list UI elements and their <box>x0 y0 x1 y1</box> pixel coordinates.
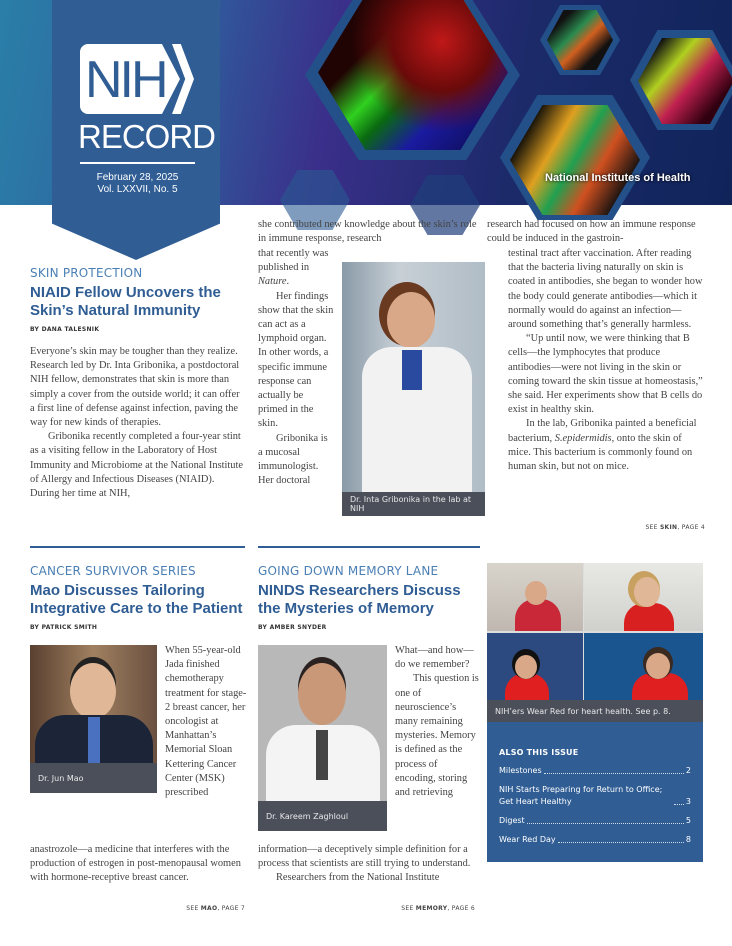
photo-caption: Dr. Inta Gribonika in the lab at NIH <box>342 492 485 516</box>
photo-wear-red <box>487 563 703 701</box>
photo-mao <box>30 645 157 793</box>
agency-name: National Institutes of Health <box>545 172 691 184</box>
logo-rule <box>80 162 195 164</box>
issue-date: February 28, 2025 <box>96 172 179 183</box>
toc-item[interactable]: Milestones 2 <box>499 766 691 775</box>
article-category: SKIN PROTECTION <box>30 266 143 280</box>
article-title[interactable]: NIAID Fellow Uncovers the Skin’s Natural Immunity <box>30 284 221 319</box>
publication-title: RECORD <box>78 118 216 155</box>
paragraph: In the lab, Gribonika painted a beneficial bacterium, S.epidermidis, onto the skin of mice. This bacterium is commonly found on human skin, but not on mice. <box>508 418 697 473</box>
also-this-issue-box <box>487 722 703 862</box>
continued-link[interactable]: SEE SKIN, PAGE 4 <box>645 524 705 531</box>
paragraph: When 55-year-old Jada finished chemotherapy treatment for stage-2 breast cancer, her oncologist at Manhattan’s Memorial Sloan Kettering Cancer Center (MSK) prescribed <box>165 645 247 799</box>
toc-item[interactable]: NIH Starts Preparing for Return to Office; Get Heart Healthy 3 <box>499 785 691 806</box>
article-column-narrow: that recently was published in Nature. Her findings show that the skin can act as a lymphoid organ. In other words, a specific immune response can actually be primed in the skin. Gribonika is a mucosal immunologist. Her doctoral <box>258 247 334 488</box>
article-column <box>258 843 482 886</box>
paragraph: she contributed new knowledge about the skin’s role in immune response, research <box>258 219 477 245</box>
paragraph: Everyone’s skin may be tougher than they realize. Research led by Dr. Inta Gribonika, a postdoctoral NIH fellow, demonstrates that skin is more than simply a cover from the outside world; it can offer a first line of defense against infection, paving the way for new kinds of therapies. <box>30 346 240 429</box>
issue-info <box>80 172 195 196</box>
article-title[interactable]: NINDS Researchers Discuss the Mysteries of Memory <box>258 582 461 617</box>
also-title: ALSO THIS ISSUE <box>499 748 579 757</box>
toc-item[interactable]: Digest 5 <box>499 816 691 825</box>
photo-zaghloul <box>258 645 387 831</box>
paragraph: testinal tract after vaccination. After reading that the bacteria living naturally on skin is coated in antibodies, she began to wonder how the body could generate antibodies—which it normally would do against an infection—around something that’s generally harmless. <box>508 248 703 331</box>
byline: BY AMBER SNYDER <box>258 624 327 631</box>
paragraph: Researchers from the National Institute <box>276 872 440 884</box>
byline: BY PATRICK SMITH <box>30 624 98 631</box>
paragraph: This question is one of neuroscience’s many remaining mysteries. Memory is defined as the process of encoding, storing and retrieving <box>395 673 479 799</box>
paragraph: Gribonika recently completed a four-year stint as a visiting fellow in the Laboratory of Host Immunity and Microbiome at the National Institute of Allergy and Infectious Diseases (NIAID). During her time at NIH, <box>30 431 243 500</box>
article-memory <box>258 564 483 631</box>
paragraph: research had focused on how an immune response could be induced in the gastroin- <box>487 219 696 245</box>
continued-link[interactable]: SEE MAO, PAGE 7 <box>186 905 245 912</box>
paragraph: information—a deceptively simple definition for a process that scientists are still trying to understand. <box>258 844 471 870</box>
continued-link[interactable]: SEE MEMORY, PAGE 6 <box>401 905 475 912</box>
article-mao <box>30 564 252 631</box>
photo-caption: Dr. Kareem Zaghloul <box>258 801 387 831</box>
article-column-narrow <box>395 644 480 800</box>
article-title[interactable]: Mao Discusses Tailoring Integrative Care to the Patient <box>30 582 243 617</box>
article-skin <box>30 266 245 501</box>
divider <box>30 546 245 548</box>
article-column <box>508 247 705 474</box>
paragraph: Her findings show that the skin can act as a lymphoid organ. In other words, a specific immune response can actually be primed in the skin. <box>258 290 334 430</box>
photo-gribonika <box>342 262 485 516</box>
issue-volume: Vol. LXXVII, No. 5 <box>97 184 178 195</box>
photo-caption: NIH’ers Wear Red for heart health. See p. 8. <box>487 700 703 723</box>
paragraph: anastrozole—a medicine that interferes with the production of estrogen in post-menopausal women with hormone-receptive breast cancer. <box>30 844 241 884</box>
paragraph: What—and how—do we remember? <box>395 645 474 671</box>
paragraph: “Up until now, we were thinking that B cells—the lymphocytes that produce antibodies—were not living in the skin or coming toward the skin tissue at homeostasis,” she said. Her experiments show that B cells do exist in healthy skin. <box>508 333 703 416</box>
paragraph: Gribonika is a mucosal immunologist. Her doctoral <box>258 432 328 487</box>
byline: BY DANA TALESNIK <box>30 326 100 333</box>
article-category: GOING DOWN MEMORY LANE <box>258 564 439 578</box>
photo-caption: Dr. Jun Mao <box>30 763 157 793</box>
article-category: CANCER SURVIVOR SERIES <box>30 564 196 578</box>
divider <box>258 546 480 548</box>
toc-item[interactable]: Wear Red Day 8 <box>499 835 691 844</box>
nih-logo-text: NIH <box>85 51 166 109</box>
